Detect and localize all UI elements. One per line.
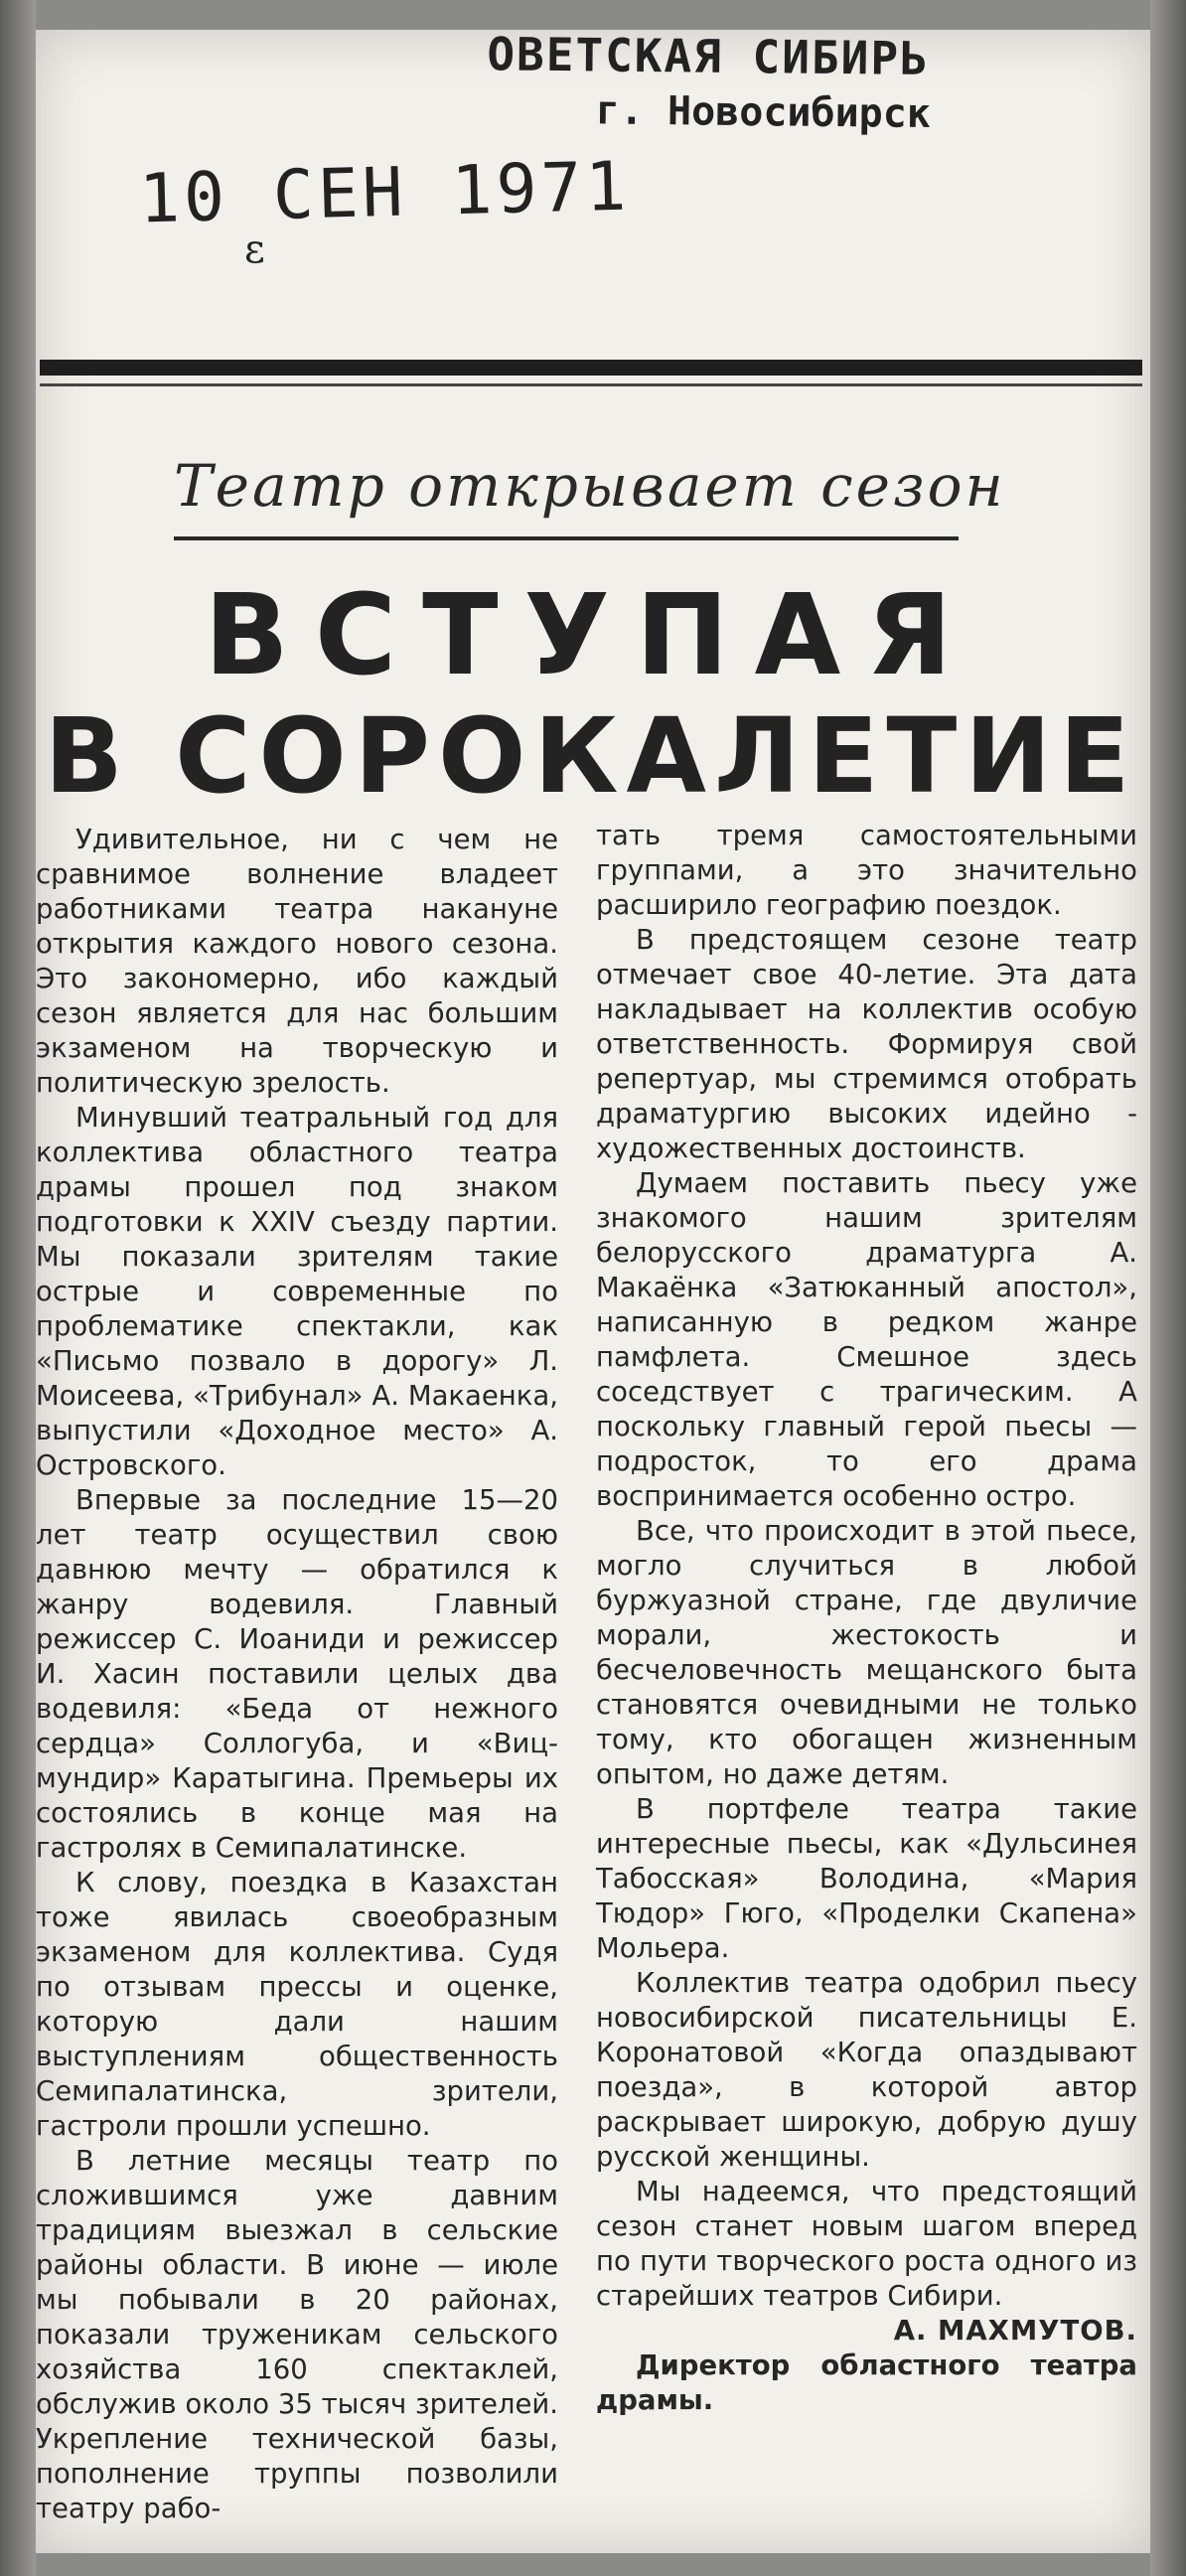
newspaper-stamp [486, 27, 1003, 151]
paragraph: Минувший театральный год для коллектива областного театра драмы прошел под знаком подготовки к XXIV съезду партии. Мы показали зрителям такие острые и современные по проблематике спектакли, как «Письмо позвало в дорогу» Л. Моисеева, «Трибунал» А. Макаенка, выпустили «Доходное место» А. Островского. [36, 1102, 558, 1481]
paragraph: Коллектив театра одобрил пьесу новосибирской писательницы Е. Коронатовой «Когда опаздывают поезда», в которой автор раскрывает широкую, добрую душу русской женщины. [596, 1967, 1137, 2173]
author-signature: А. МАХМУТОВ. [893, 2315, 1137, 2347]
paragraph: Впервые за последние 15—20 лет театр осуществил свою давнюю мечту — обратился к жанру водевиля. Главный режиссер С. Иоаниди и режиссер И. Хасин поставили целых два водевиля: «Беда от нежного сердца» Соллогуба, и «Виц-мундир» Каратыгина. Премьеры их состоялись в конце мая на гастролях в Семипалатинске. [36, 1484, 558, 1864]
paragraph: В портфеле театра такие интересные пьесы, как «Дульсинея Табосская» Володина, «Мария Тюдор» Гюго, «Проделки Скапена» Мольера. [596, 1793, 1137, 1964]
date-stamp: 10 СЕН 1971 [138, 147, 632, 239]
author-role: Директор областного театра драмы. [596, 2349, 1137, 2416]
paragraph: Думаем поставить пьесу уже знакомого нашим зрителям белорусского драматурга А. Макаёнка «Затюканный апостол», написанную в редком жанре памфлета. Смешное здесь соседствует с трагическим. А поскольку главный герой пьесы — подросток, то его драма воспринимается особенно остро. [596, 1167, 1137, 1512]
paragraph: В предстоящем сезоне театр отмечает свое 40-летие. Эта дата накладывает на коллектив особую ответственность. Формируя свой репертуар, мы стремимся отобрать драматургию высоких идейно - художественных достоинств. [596, 924, 1137, 1164]
header-rule [40, 360, 1142, 376]
paragraph: К слову, поездка в Казахстан тоже явилась своеобразным экзаменом для коллектива. Судя по отзывам прессы и оценке, которую дали нашим выступлениям общественность Семипалатинска, зрители, гастроли прошли успешно. [36, 1867, 558, 2142]
header-rule-thin [40, 383, 1142, 386]
ink-mark: ɛ [244, 227, 265, 272]
rubric-underline [174, 536, 959, 540]
newspaper-city: г. Новосибирск [595, 87, 932, 137]
paragraph: тать тремя самостоятельными группами, а это значительно расширило географию поездок. [596, 820, 1137, 921]
article-column-right [596, 819, 1137, 2418]
scan-edge-left [0, 0, 36, 2576]
paragraph: В летние месяцы театр по сложившимся уже давним традициям выезжал в сельские районы области. В июне — июле мы побывали в 20 районах, показали труженикам сельского хозяйства 160 спектаклей, обслужив около 35 тысяч зрителей. Укрепление технической базы, пополнение труппы позволили театру рабо- [36, 2145, 558, 2524]
paragraph: Мы надеемся, что предстоящий сезон станет новым шагом вперед по пути творческого роста одного из старейших театров Сибири. [596, 2176, 1137, 2312]
headline-line-1: ВСТУПАЯ [204, 571, 978, 700]
newspaper-name: ОВЕТСКАЯ СИБИРЬ [487, 27, 931, 85]
paragraph: Удивительное, ни с чем не сравнимое волнение владеет работниками театра накануне открытия каждого нового сезона. Это закономерно, ибо каждый сезон является для нас большим экзаменом на творческую и политическую зрелость. [36, 824, 558, 1099]
article-rubric: Театр открывает сезон [174, 452, 1006, 520]
headline-line-2: В СОРОКАЛЕТИЕ [44, 695, 1138, 817]
scan-edge-right [1150, 0, 1186, 2576]
article-column-left [36, 823, 558, 2526]
paragraph: Все, что происходит в этой пьесе, могло случиться в любой буржуазной стране, где двуличие морали, жестокость и бесчеловечность мещанского быта становятся очевидными не только тому, кто обогащен жизненным опытом, но даже детям. [596, 1515, 1137, 1790]
